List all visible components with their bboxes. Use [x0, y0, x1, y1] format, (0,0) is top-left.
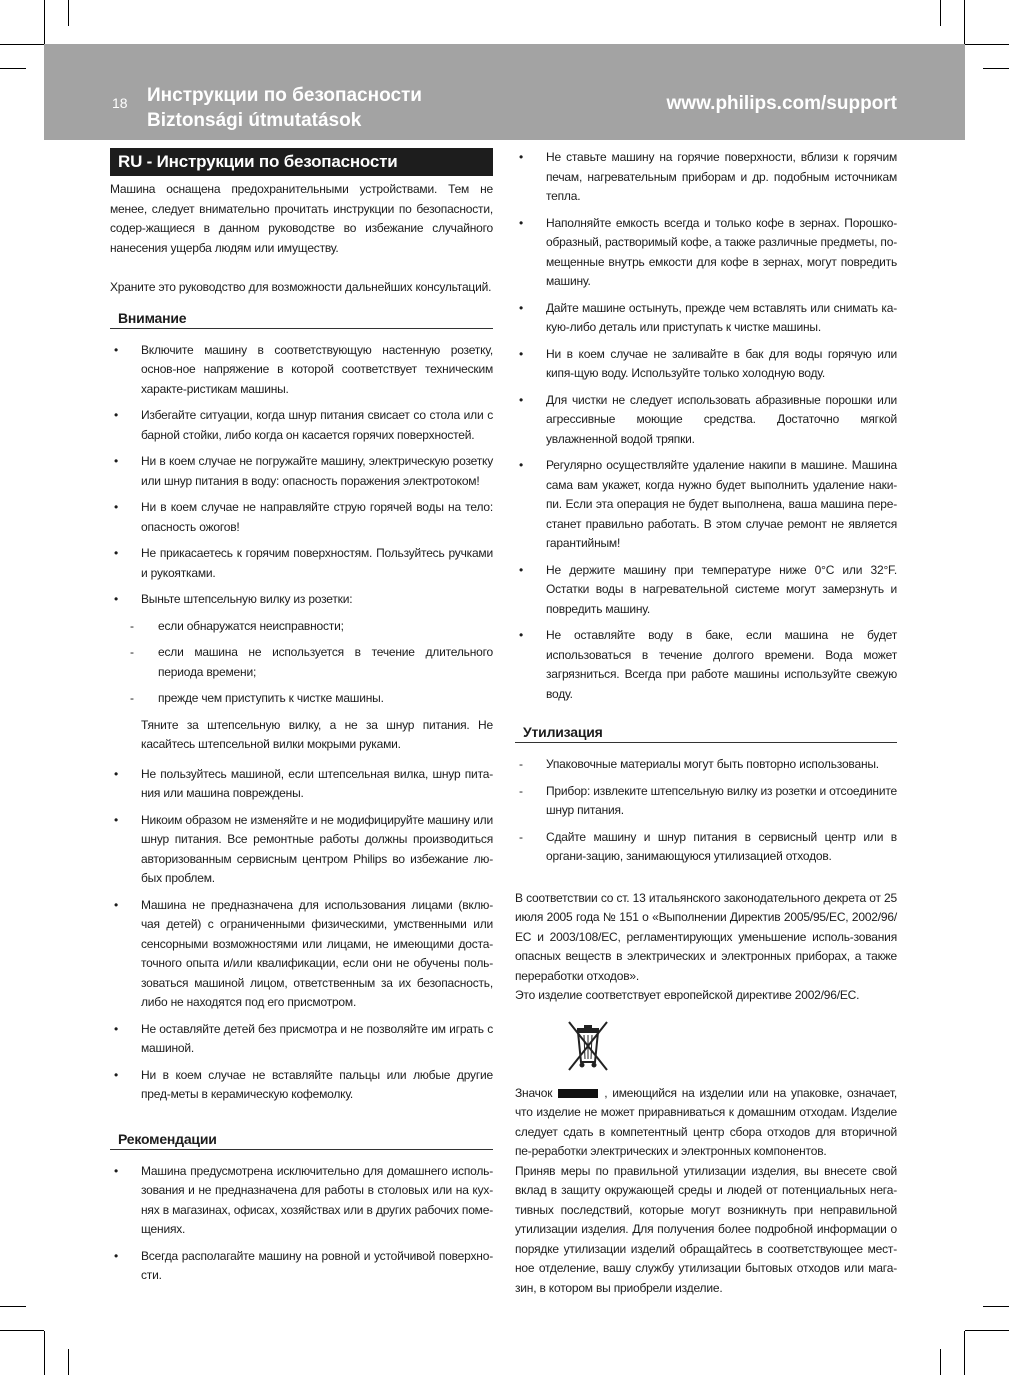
warning-list — [110, 341, 493, 610]
list-item: • Выньте штепсельную вилку из розетки: — [110, 590, 493, 610]
list-item: • Ни в коем случае не заливайте в бак для воды горячую или кипя-щую воду. Используйте только холодную воду. — [515, 345, 897, 384]
intro-paragraph: Машина оснащена предохранительными устройствами. Тем не менее, следует внимательно прочитать инструкции по безопасности, содер-жащиеся в данном руководстве во избежание случайного нанесения ущерба людям или имуществу. — [110, 182, 493, 255]
disposal-heading: Утилизация — [515, 722, 897, 743]
right-column — [515, 148, 897, 1298]
list-item: • Никоим образом не изменяйте и не модифицируйте машину или шнур питания. Все ремонтные работы должны производиться авторизованным сервисным центром Philips во избежание лю-бых проблем. — [110, 811, 493, 889]
closing-paragraph: Приняв меры по правильной утилизации изделия, вы внесете свой вклад в защиту окружающей среды и людей от потенциальных нега-тивных последствий, которые могут возникнуть при неправильной утилизации изделия. Для получения более подробной информации о порядке утилизации изделий обращайтесь в соответствующее мест-ное отделение, вашу службу утилизации бытовых отходов или мага-зин, в котором вы приобрели изделие. — [515, 1163, 897, 1295]
crop-mark — [983, 1306, 1009, 1307]
crop-mark — [983, 68, 1009, 69]
crop-mark — [965, 1330, 1009, 1331]
list-item: • Не пользуйтесь машиной, если штепсельная вилка, шнур пита-ния или машина повреждены. — [110, 765, 493, 804]
unplug-note: Тяните за штепсельную вилку, а не за шнур питания. Не касайтесь штепсельной вилки мокрыми руками. — [141, 717, 493, 751]
list-item: • Не держите машину при температуре ниже 0°C или 32°F. Остатки воды в нагревательной системе могут замерзнуть и повредить машину. — [515, 561, 897, 620]
crop-mark — [0, 68, 26, 69]
symbol-prefix: Значок — [515, 1085, 553, 1100]
warning-list-continued — [110, 765, 493, 1105]
crop-mark — [0, 44, 44, 45]
unplug-conditions-list — [110, 617, 493, 709]
list-item: • Включите машину в соответствующую настенную розетку, основ-ное напряжение в которой соответствует техническим характе-ристикам машины. — [110, 341, 493, 400]
recommendations-list-continued — [515, 148, 897, 704]
list-item: • Ни в коем случае не вставляйте пальцы или любые другие пред-меты в керамическую кофемолку. — [110, 1066, 493, 1105]
crop-mark — [68, 1349, 69, 1375]
crossed-bin-icon — [565, 1020, 611, 1074]
crop-mark — [940, 1349, 941, 1375]
symbol-paragraph — [515, 1084, 897, 1162]
header-title-ru: Инструкции по безопасности — [147, 85, 422, 106]
crop-mark — [44, 0, 45, 44]
list-item: - Упаковочные материалы могут быть повторно использованы. — [515, 755, 897, 775]
section-title: RU - Инструкции по безопасности — [110, 148, 493, 176]
recommendations-list — [110, 1162, 493, 1286]
disposal-list — [515, 755, 897, 867]
list-item: - Прибор: извлеките штепсельную вилку из розетки и отсоедините шнур питания. — [515, 782, 897, 821]
crop-mark — [68, 0, 69, 26]
keep-manual-paragraph: Храните это руководство для возможности дальнейших консультаций. — [110, 280, 492, 294]
list-item: • Наполняйте емкость всегда и только кофе в зернах. Порошко-образный, растворимый кофе, а также различные предметы, по-мещенные внутрь емкости для кофе в зернах, могут повредить машину. — [515, 214, 897, 292]
decree-paragraph: В соответствии со ст. 13 итальянского законодательного декрета от 25 июля 2005 года № 151 о «Выполнении Директив 2005/95/ЕС, 2002/96/ЕС и 2003/108/ЕС, регламентирующих уменьшение исполь-зования опасных веществ в электрических и электронных приборах, а также переработки отходов». — [515, 890, 897, 983]
page-header — [44, 44, 965, 140]
crop-mark — [0, 1306, 26, 1307]
list-item: • Дайте машине остынуть, прежде чем вставлять или снимать ка-кую-либо деталь или приступать к чистке машины. — [515, 299, 897, 338]
list-item: • Всегда располагайте машину на ровной и устойчивой поверхно-сти. — [110, 1247, 493, 1286]
warning-heading: Внимание — [110, 308, 493, 329]
list-item: • Для чистки не следует использовать абразивные порошки или агрессивные моющие средства. Достаточно мягкой увлажненной водой тряпки. — [515, 391, 897, 450]
support-url[interactable]: www.philips.com/support — [666, 93, 897, 114]
list-item: - прежде чем приступить к чистке машины. — [110, 689, 493, 709]
crop-mark — [44, 1331, 45, 1375]
list-item: - Сдайте машину и шнур питания в сервисный центр или в органи-зацию, занимающуюся утилизацией отходов. — [515, 828, 897, 867]
list-item: • Не ставьте машину на горячие поверхности, вблизи к горячим печам, нагревательным приборам и др. подобным источникам тепла. — [515, 148, 897, 207]
left-column — [110, 148, 493, 1293]
page-number: 18 — [112, 95, 128, 111]
list-item: - если машина не используется в течение длительного периода времени; — [110, 643, 493, 682]
list-item: • Не оставляйте детей без присмотра и не позволяйте им играть с машиной. — [110, 1020, 493, 1059]
list-item: • Ни в коем случае не направляйте струю горячей воды на тело: опасность ожогов! — [110, 498, 493, 537]
recommendations-heading: Рекомендации — [110, 1129, 493, 1150]
list-item: - если обнаружатся неисправности; — [110, 617, 493, 637]
list-item: • Машина не предназначена для использования лицами (вклю-чая детей) с ограниченными физическими, умственными или сенсорными возможностями или лицами, не имеющими доста-точного опыта и/или квалификации, если они не обучены поль-зоваться машиной лицом, ответственным за их безопасность, либо не находятся под его присмотром. — [110, 896, 493, 1013]
symbol-text: , имеющийся на изделии или на упаковке, означает, что изделие не может приравниваться к домашним отходам. Изделие следует сдать в компетентный центр сбора отходов для вторичной пе-реработки электрических и электронных компонентов. — [515, 1085, 897, 1158]
crop-mark — [965, 44, 1009, 45]
list-item: • Ни в коем случае не погружайте машину, электрическую розетку или шнур питания в воду: опасность поражения электротоком! — [110, 452, 493, 491]
directive-paragraph: Это изделие соответствует европейской директиве 2002/96/ЕС. — [515, 988, 860, 1002]
weee-symbol — [515, 1020, 897, 1080]
crop-mark — [940, 0, 941, 26]
crop-mark — [964, 0, 965, 44]
list-item: • Регулярно осуществляйте удаление накипи в машине. Машина сама вам укажет, когда нужно будет выполнить удаление наки-пи. Если эта операция не будет выполнена, ваша машина пере-станет правильно работать. В этом случае ремонт не является гарантийным! — [515, 456, 897, 554]
list-item: • Избегайте ситуации, когда шнур питания свисает со стола или с барной стойки, либо когда он касается горячих поверхностей. — [110, 406, 493, 445]
list-item: • Не прикасаетесь к горячим поверхностям. Пользуйтесь ручками и рукоятками. — [110, 544, 493, 583]
crop-mark — [0, 1330, 44, 1331]
list-item: • Машина предусмотрена исключительно для домашнего исполь-зования и не предназначена для работы в столовых или на кух-нях в магазинах, офисах, хозяйствах или в других рабочих поме-щениях. — [110, 1162, 493, 1240]
black-bar-symbol — [558, 1089, 598, 1098]
header-title-hu: Biztonsági útmutatások — [147, 110, 362, 131]
list-item: • Не оставляйте воду в баке, если машина не будет использоваться в течение долгого времени. Вода может загрязниться. Всегда при работе машины используйте свежую воду. — [515, 626, 897, 704]
crop-mark — [964, 1331, 965, 1375]
